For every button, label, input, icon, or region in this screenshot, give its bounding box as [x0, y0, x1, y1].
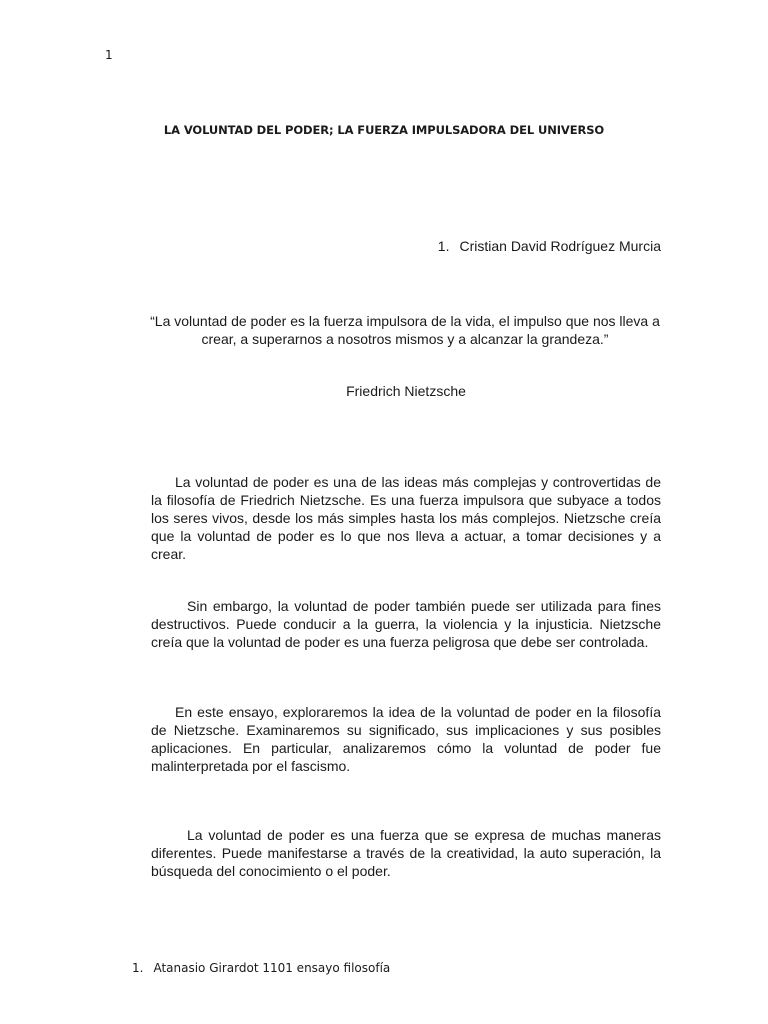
document-title: LA VOLUNTAD DEL PODER; LA FUERZA IMPULSADORA DEL UNIVERSO: [163, 123, 605, 137]
body-paragraph-3: En este ensayo, exploraremos la idea de la voluntad de poder en la filosofía de Nietzsche. Examinaremos su significado, sus implicaciones y sus posibles aplicaciones. En particular, analizaremos cómo la voluntad de poder fue malinterpretada por el fascismo.: [151, 704, 661, 774]
body-paragraph-1: La voluntad de poder es una de las ideas más complejas y controvertidas de la filosofía de Friedrich Nietzsche. Es una fuerza impulsora que subyace a todos los seres vivos, desde los más simples hasta los más complejos. Nietzsche creía que la voluntad de poder es lo que nos lleva a actuar, a tomar decisiones y a crear.: [151, 474, 661, 562]
footnote-number: 1.: [132, 961, 144, 975]
footnote: [132, 961, 390, 975]
epigraph-quote: “La voluntad de poder es la fuerza impulsora de la vida, el impulso que nos lleva a crear, a superarnos a nosotros mismos y a alcanzar la grandeza.”: [150, 313, 660, 347]
footnote-text: Atanasio Girardot 1101 ensayo filosofía: [153, 961, 391, 975]
author-footnote-number: 1.: [437, 238, 450, 254]
epigraph-author: Friedrich Nietzsche: [346, 383, 466, 399]
body-paragraph-4: La voluntad de poder es una fuerza que se expresa de muchas maneras diferentes. Puede manifestarse a través de la creatividad, la auto superación, la búsqueda del conocimiento o el poder.: [151, 827, 661, 879]
author-line: [438, 238, 661, 254]
author-name: Cristian David Rodríguez Murcia: [459, 238, 661, 254]
body-paragraph-2: Sin embargo, la voluntad de poder también puede ser utilizada para fines destructivos. Puede conducir a la guerra, la violencia y la injusticia. Nietzsche creía que la voluntad de poder es una fuerza peligrosa que debe ser controlada.: [151, 598, 661, 650]
page-number: 1: [105, 48, 113, 62]
